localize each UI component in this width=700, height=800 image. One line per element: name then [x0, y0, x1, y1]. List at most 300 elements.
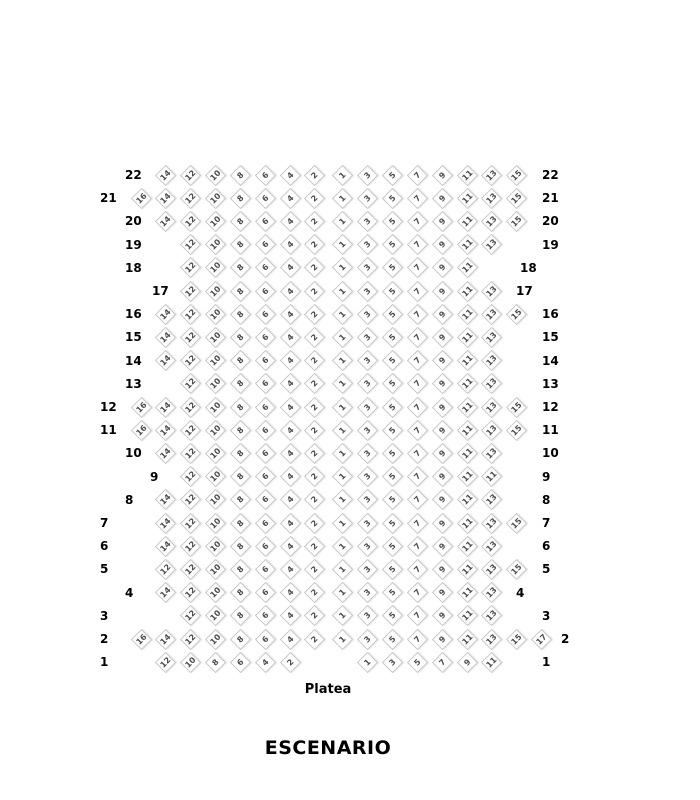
seat[interactable]: 16: [130, 628, 151, 649]
seat[interactable]: 9: [432, 327, 453, 348]
seat[interactable]: 11: [456, 350, 477, 371]
seat[interactable]: 1: [357, 652, 378, 673]
seat[interactable]: 11: [456, 559, 477, 580]
seat[interactable]: 14: [155, 489, 176, 510]
seat[interactable]: 14: [155, 443, 176, 464]
seat[interactable]: 2: [304, 188, 325, 209]
seat[interactable]: 11: [456, 605, 477, 626]
seat[interactable]: 3: [357, 420, 378, 441]
seat[interactable]: 4: [279, 280, 300, 301]
seat[interactable]: 9: [432, 489, 453, 510]
seat[interactable]: 3: [357, 443, 378, 464]
seat[interactable]: 6: [255, 628, 276, 649]
seat[interactable]: 10: [205, 512, 226, 533]
seat[interactable]: 15: [506, 396, 527, 417]
seat[interactable]: 11: [456, 304, 477, 325]
seat[interactable]: 11: [456, 420, 477, 441]
seat[interactable]: 10: [205, 373, 226, 394]
seat[interactable]: 6: [255, 443, 276, 464]
seat[interactable]: 13: [481, 512, 502, 533]
seat[interactable]: 11: [456, 373, 477, 394]
seat[interactable]: 3: [357, 280, 378, 301]
seat[interactable]: 5: [382, 443, 403, 464]
seat[interactable]: 13: [481, 164, 502, 185]
seat[interactable]: 7: [407, 512, 428, 533]
seat[interactable]: 5: [382, 512, 403, 533]
seat[interactable]: 10: [205, 211, 226, 232]
seat[interactable]: 10: [205, 350, 226, 371]
seat[interactable]: 12: [155, 652, 176, 673]
seat[interactable]: 7: [407, 443, 428, 464]
seat[interactable]: 1: [332, 234, 353, 255]
seat[interactable]: 5: [407, 652, 428, 673]
seat[interactable]: 9: [432, 420, 453, 441]
seat[interactable]: 11: [456, 536, 477, 557]
seat[interactable]: 6: [255, 536, 276, 557]
seat[interactable]: 5: [382, 396, 403, 417]
seat[interactable]: 8: [230, 582, 251, 603]
seat[interactable]: 9: [432, 257, 453, 278]
seat[interactable]: 1: [332, 628, 353, 649]
seat[interactable]: 10: [205, 327, 226, 348]
seat[interactable]: 1: [332, 512, 353, 533]
seat[interactable]: 7: [407, 396, 428, 417]
seat[interactable]: 4: [279, 373, 300, 394]
seat[interactable]: 13: [481, 304, 502, 325]
seat[interactable]: 6: [255, 466, 276, 487]
seat[interactable]: 2: [304, 257, 325, 278]
seat[interactable]: 13: [481, 536, 502, 557]
seat[interactable]: 1: [332, 536, 353, 557]
seat[interactable]: 7: [407, 559, 428, 580]
seat[interactable]: 7: [407, 466, 428, 487]
seat[interactable]: 2: [304, 373, 325, 394]
seat[interactable]: 8: [230, 559, 251, 580]
seat[interactable]: 13: [481, 234, 502, 255]
seat[interactable]: 3: [357, 582, 378, 603]
seat[interactable]: 4: [279, 304, 300, 325]
seat[interactable]: 11: [456, 234, 477, 255]
seat[interactable]: 5: [382, 327, 403, 348]
seat[interactable]: 2: [304, 605, 325, 626]
seat[interactable]: 9: [432, 234, 453, 255]
seat[interactable]: 10: [205, 396, 226, 417]
seat[interactable]: 14: [155, 211, 176, 232]
seat[interactable]: 4: [279, 234, 300, 255]
seat[interactable]: 7: [407, 605, 428, 626]
seat[interactable]: 11: [456, 211, 477, 232]
seat[interactable]: 14: [155, 628, 176, 649]
seat[interactable]: 10: [205, 536, 226, 557]
seat[interactable]: 5: [382, 559, 403, 580]
seat[interactable]: 7: [407, 327, 428, 348]
seat[interactable]: 14: [155, 304, 176, 325]
seat[interactable]: 14: [155, 512, 176, 533]
seat[interactable]: 13: [481, 489, 502, 510]
seat[interactable]: 5: [382, 628, 403, 649]
seat[interactable]: 12: [155, 559, 176, 580]
seat[interactable]: 9: [432, 164, 453, 185]
seat[interactable]: 15: [506, 164, 527, 185]
seat[interactable]: 14: [155, 327, 176, 348]
seat[interactable]: 3: [357, 257, 378, 278]
seat[interactable]: 3: [357, 396, 378, 417]
seat[interactable]: 9: [432, 559, 453, 580]
seat[interactable]: 11: [456, 280, 477, 301]
seat[interactable]: 4: [255, 652, 276, 673]
seat[interactable]: 7: [407, 257, 428, 278]
seat[interactable]: 2: [304, 350, 325, 371]
seat[interactable]: 1: [332, 420, 353, 441]
seat[interactable]: 8: [230, 536, 251, 557]
seat[interactable]: 12: [180, 559, 201, 580]
seat[interactable]: 7: [432, 652, 453, 673]
seat[interactable]: 4: [279, 188, 300, 209]
seat[interactable]: 8: [230, 512, 251, 533]
seat[interactable]: 6: [255, 164, 276, 185]
seat[interactable]: 6: [255, 304, 276, 325]
seat[interactable]: 4: [279, 211, 300, 232]
seat[interactable]: 8: [230, 489, 251, 510]
seat[interactable]: 1: [332, 396, 353, 417]
seat[interactable]: 12: [180, 188, 201, 209]
seat[interactable]: 11: [456, 164, 477, 185]
seat[interactable]: 9: [432, 373, 453, 394]
seat[interactable]: 5: [382, 257, 403, 278]
seat[interactable]: 4: [279, 559, 300, 580]
seat[interactable]: 12: [180, 605, 201, 626]
seat[interactable]: 10: [205, 443, 226, 464]
seat[interactable]: 1: [332, 350, 353, 371]
seat[interactable]: 5: [382, 373, 403, 394]
seat[interactable]: 1: [332, 211, 353, 232]
seat[interactable]: 4: [279, 327, 300, 348]
seat[interactable]: 12: [180, 350, 201, 371]
seat[interactable]: 11: [456, 443, 477, 464]
seat[interactable]: 2: [304, 489, 325, 510]
seat[interactable]: 4: [279, 396, 300, 417]
seat[interactable]: 5: [382, 164, 403, 185]
seat[interactable]: 8: [230, 327, 251, 348]
seat[interactable]: 8: [230, 605, 251, 626]
seat[interactable]: 14: [155, 536, 176, 557]
seat[interactable]: 9: [432, 582, 453, 603]
seat[interactable]: 9: [432, 605, 453, 626]
seat[interactable]: 5: [382, 582, 403, 603]
seat[interactable]: 6: [255, 420, 276, 441]
seat[interactable]: 3: [357, 466, 378, 487]
seat[interactable]: 1: [332, 605, 353, 626]
seat[interactable]: 16: [130, 396, 151, 417]
seat[interactable]: 1: [332, 257, 353, 278]
seat[interactable]: 2: [279, 652, 300, 673]
seat[interactable]: 5: [382, 605, 403, 626]
seat[interactable]: 13: [481, 420, 502, 441]
seat[interactable]: 8: [230, 628, 251, 649]
seat[interactable]: 12: [180, 396, 201, 417]
seat[interactable]: 12: [180, 466, 201, 487]
seat[interactable]: 12: [180, 327, 201, 348]
seat[interactable]: 6: [255, 188, 276, 209]
seat[interactable]: 8: [230, 350, 251, 371]
seat[interactable]: 9: [456, 652, 477, 673]
seat[interactable]: 3: [357, 559, 378, 580]
seat[interactable]: 12: [180, 536, 201, 557]
seat[interactable]: 2: [304, 234, 325, 255]
seat[interactable]: 6: [255, 582, 276, 603]
seat[interactable]: 7: [407, 188, 428, 209]
seat[interactable]: 13: [481, 559, 502, 580]
seat[interactable]: 7: [407, 350, 428, 371]
seat[interactable]: 14: [155, 396, 176, 417]
seat[interactable]: 10: [205, 605, 226, 626]
seat[interactable]: 5: [382, 536, 403, 557]
seat[interactable]: 13: [481, 443, 502, 464]
seat[interactable]: 8: [230, 466, 251, 487]
seat[interactable]: 1: [332, 373, 353, 394]
seat[interactable]: 12: [180, 420, 201, 441]
seat[interactable]: 3: [357, 304, 378, 325]
seat[interactable]: 12: [180, 234, 201, 255]
seat[interactable]: 3: [357, 188, 378, 209]
seat[interactable]: 2: [304, 536, 325, 557]
seat[interactable]: 5: [382, 420, 403, 441]
seat[interactable]: 4: [279, 605, 300, 626]
seat[interactable]: 13: [481, 373, 502, 394]
seat[interactable]: 7: [407, 280, 428, 301]
seat[interactable]: 12: [180, 582, 201, 603]
seat[interactable]: 8: [230, 164, 251, 185]
seat[interactable]: 13: [481, 628, 502, 649]
seat[interactable]: 12: [180, 304, 201, 325]
seat[interactable]: 12: [180, 164, 201, 185]
seat[interactable]: 13: [481, 605, 502, 626]
seat[interactable]: 6: [255, 559, 276, 580]
seat[interactable]: 11: [456, 257, 477, 278]
seat[interactable]: 10: [205, 234, 226, 255]
seat[interactable]: 7: [407, 582, 428, 603]
seat[interactable]: 2: [304, 443, 325, 464]
seat[interactable]: 9: [432, 280, 453, 301]
seat[interactable]: 8: [230, 280, 251, 301]
seat[interactable]: 8: [230, 257, 251, 278]
seat[interactable]: 14: [155, 420, 176, 441]
seat[interactable]: 9: [432, 466, 453, 487]
seat[interactable]: 14: [155, 582, 176, 603]
seat[interactable]: 12: [180, 211, 201, 232]
seat[interactable]: 5: [382, 489, 403, 510]
seat[interactable]: 2: [304, 280, 325, 301]
seat[interactable]: 12: [180, 257, 201, 278]
seat[interactable]: 3: [382, 652, 403, 673]
seat[interactable]: 10: [205, 420, 226, 441]
seat[interactable]: 9: [432, 443, 453, 464]
seat[interactable]: 6: [255, 512, 276, 533]
seat[interactable]: 2: [304, 628, 325, 649]
seat[interactable]: 14: [155, 188, 176, 209]
seat[interactable]: 2: [304, 466, 325, 487]
seat[interactable]: 7: [407, 211, 428, 232]
seat[interactable]: 11: [456, 188, 477, 209]
seat[interactable]: 4: [279, 164, 300, 185]
seat[interactable]: 4: [279, 536, 300, 557]
seat[interactable]: 6: [255, 605, 276, 626]
seat[interactable]: 3: [357, 373, 378, 394]
seat[interactable]: 9: [432, 512, 453, 533]
seat[interactable]: 9: [432, 536, 453, 557]
seat[interactable]: 12: [180, 512, 201, 533]
seat[interactable]: 2: [304, 559, 325, 580]
seat[interactable]: 5: [382, 211, 403, 232]
seat[interactable]: 15: [506, 304, 527, 325]
seat[interactable]: 8: [230, 234, 251, 255]
seat[interactable]: 2: [304, 420, 325, 441]
seat[interactable]: 7: [407, 536, 428, 557]
seat[interactable]: 13: [481, 327, 502, 348]
seat[interactable]: 12: [180, 443, 201, 464]
seat[interactable]: 4: [279, 257, 300, 278]
seat[interactable]: 5: [382, 350, 403, 371]
seat[interactable]: 10: [180, 652, 201, 673]
seat[interactable]: 3: [357, 628, 378, 649]
seat[interactable]: 5: [382, 466, 403, 487]
seat[interactable]: 10: [205, 582, 226, 603]
seat[interactable]: 2: [304, 582, 325, 603]
seat[interactable]: 6: [255, 211, 276, 232]
seat[interactable]: 3: [357, 536, 378, 557]
seat[interactable]: 3: [357, 512, 378, 533]
seat[interactable]: 6: [255, 350, 276, 371]
seat[interactable]: 1: [332, 188, 353, 209]
seat[interactable]: 5: [382, 188, 403, 209]
seat[interactable]: 4: [279, 350, 300, 371]
seat[interactable]: 8: [230, 211, 251, 232]
seat[interactable]: 4: [279, 489, 300, 510]
seat[interactable]: 17: [531, 628, 552, 649]
seat[interactable]: 8: [230, 304, 251, 325]
seat[interactable]: 12: [180, 628, 201, 649]
seat[interactable]: 16: [130, 188, 151, 209]
seat[interactable]: 3: [357, 164, 378, 185]
seat[interactable]: 4: [279, 582, 300, 603]
seat[interactable]: 4: [279, 420, 300, 441]
seat[interactable]: 2: [304, 304, 325, 325]
seat[interactable]: 13: [481, 211, 502, 232]
seat[interactable]: 4: [279, 628, 300, 649]
seat[interactable]: 6: [255, 396, 276, 417]
seat[interactable]: 7: [407, 164, 428, 185]
seat[interactable]: 9: [432, 350, 453, 371]
seat[interactable]: 10: [205, 257, 226, 278]
seat[interactable]: 10: [205, 466, 226, 487]
seat[interactable]: 3: [357, 234, 378, 255]
seat[interactable]: 13: [481, 188, 502, 209]
seat[interactable]: 8: [230, 188, 251, 209]
seat[interactable]: 7: [407, 373, 428, 394]
seat[interactable]: 8: [230, 420, 251, 441]
seat[interactable]: 2: [304, 512, 325, 533]
seat[interactable]: 11: [456, 582, 477, 603]
seat[interactable]: 8: [205, 652, 226, 673]
seat[interactable]: 9: [432, 188, 453, 209]
seat[interactable]: 10: [205, 489, 226, 510]
seat[interactable]: 1: [332, 559, 353, 580]
seat[interactable]: 3: [357, 211, 378, 232]
seat[interactable]: 5: [382, 234, 403, 255]
seat[interactable]: 2: [304, 211, 325, 232]
seat[interactable]: 16: [130, 420, 151, 441]
seat[interactable]: 7: [407, 489, 428, 510]
seat[interactable]: 9: [432, 628, 453, 649]
seat[interactable]: 9: [432, 211, 453, 232]
seat[interactable]: 10: [205, 164, 226, 185]
seat[interactable]: 8: [230, 373, 251, 394]
seat[interactable]: 2: [304, 396, 325, 417]
seat[interactable]: 11: [456, 396, 477, 417]
seat[interactable]: 1: [332, 164, 353, 185]
seat[interactable]: 13: [481, 582, 502, 603]
seat[interactable]: 1: [332, 327, 353, 348]
seat[interactable]: 9: [432, 396, 453, 417]
seat[interactable]: 13: [481, 350, 502, 371]
seat[interactable]: 11: [456, 512, 477, 533]
seat[interactable]: 1: [332, 443, 353, 464]
seat[interactable]: 6: [255, 327, 276, 348]
seat[interactable]: 7: [407, 628, 428, 649]
seat[interactable]: 3: [357, 327, 378, 348]
seat[interactable]: 7: [407, 234, 428, 255]
seat[interactable]: 10: [205, 559, 226, 580]
seat[interactable]: 5: [382, 304, 403, 325]
seat[interactable]: 8: [230, 443, 251, 464]
seat[interactable]: 12: [180, 489, 201, 510]
seat[interactable]: 1: [332, 280, 353, 301]
seat[interactable]: 4: [279, 443, 300, 464]
seat[interactable]: 11: [481, 466, 502, 487]
seat[interactable]: 15: [506, 420, 527, 441]
seat[interactable]: 13: [481, 280, 502, 301]
seat[interactable]: 11: [481, 652, 502, 673]
seat[interactable]: 15: [506, 628, 527, 649]
seat[interactable]: 1: [332, 466, 353, 487]
seat[interactable]: 11: [456, 327, 477, 348]
seat[interactable]: 15: [506, 188, 527, 209]
seat[interactable]: 4: [279, 512, 300, 533]
seat[interactable]: 2: [304, 327, 325, 348]
seat[interactable]: 11: [456, 466, 477, 487]
seat[interactable]: 6: [255, 257, 276, 278]
seat[interactable]: 6: [255, 373, 276, 394]
seat[interactable]: 4: [279, 466, 300, 487]
seat[interactable]: 6: [230, 652, 251, 673]
seat[interactable]: 7: [407, 304, 428, 325]
seat[interactable]: 10: [205, 280, 226, 301]
seat[interactable]: 10: [205, 188, 226, 209]
seat[interactable]: 1: [332, 582, 353, 603]
seat[interactable]: 3: [357, 605, 378, 626]
seat[interactable]: 1: [332, 304, 353, 325]
seat[interactable]: 6: [255, 489, 276, 510]
seat[interactable]: 3: [357, 350, 378, 371]
seat[interactable]: 7: [407, 420, 428, 441]
seat[interactable]: 6: [255, 280, 276, 301]
seat[interactable]: 15: [506, 211, 527, 232]
seat[interactable]: 11: [456, 489, 477, 510]
seat[interactable]: 10: [205, 628, 226, 649]
seat[interactable]: 14: [155, 350, 176, 371]
seat[interactable]: 13: [481, 396, 502, 417]
seat[interactable]: 3: [357, 489, 378, 510]
